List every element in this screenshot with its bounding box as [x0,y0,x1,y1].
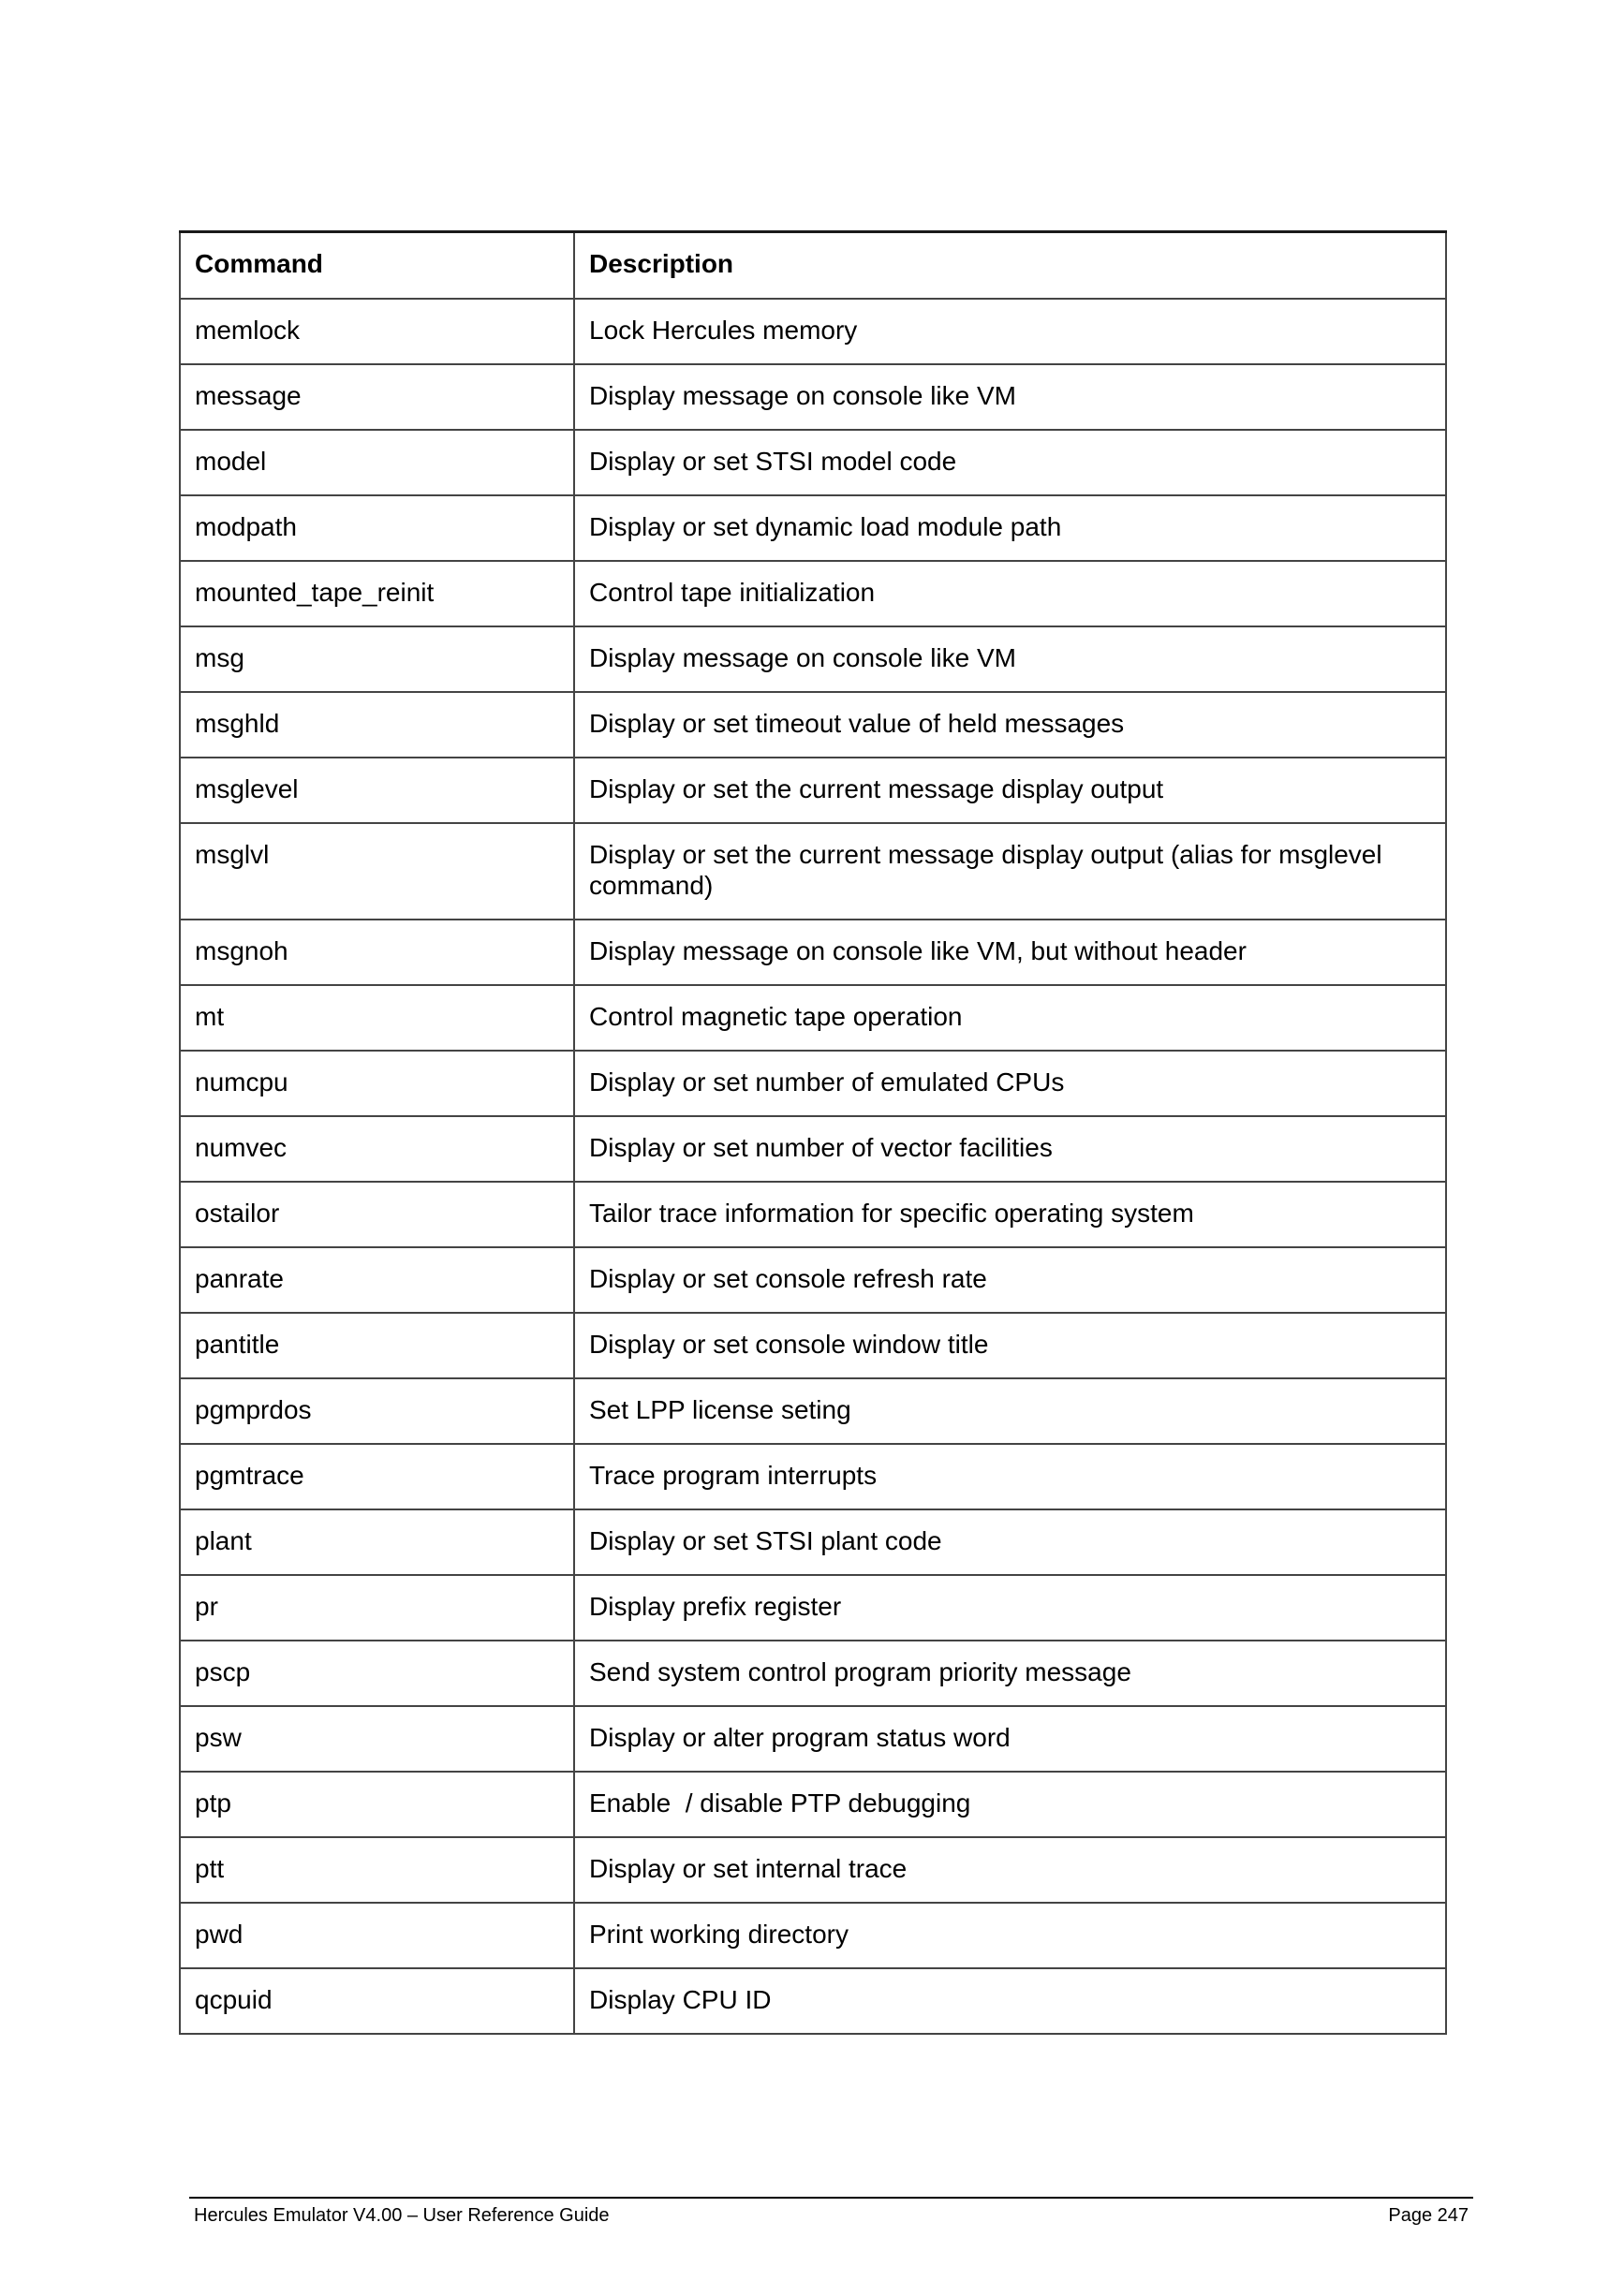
table-row [180,692,1446,758]
description-cell: Display or set STSI plant code [574,1509,1446,1575]
description-cell: Display message on console like VM [574,626,1446,692]
table-row [180,1313,1446,1378]
description-cell: Display CPU ID [574,1968,1446,2034]
command-cell: memlock [180,299,574,364]
command-table [179,230,1447,2035]
command-cell: psw [180,1706,574,1772]
table-row [180,1444,1446,1509]
description-cell: Display or set console window title [574,1313,1446,1378]
command-cell: model [180,430,574,495]
table-row [180,985,1446,1051]
command-cell: message [180,364,574,430]
description-cell: Display or set number of emulated CPUs [574,1051,1446,1116]
footer-document-title: Hercules Emulator V4.00 – User Reference Guide [194,2205,610,2226]
command-cell: ptp [180,1772,574,1837]
table-row [180,1378,1446,1444]
command-cell: numcpu [180,1051,574,1116]
table-row [180,1968,1446,2034]
description-cell: Enable / disable PTP debugging [574,1772,1446,1837]
description-cell: Display or set dynamic load module path [574,495,1446,561]
description-cell: Display prefix register [574,1575,1446,1641]
description-cell: Trace program interrupts [574,1444,1446,1509]
command-cell: msglvl [180,823,574,920]
description-cell: Set LPP license seting [574,1378,1446,1444]
command-cell: modpath [180,495,574,561]
command-cell: mt [180,985,574,1051]
description-cell: Send system control program priority message [574,1641,1446,1706]
description-cell: Display or set the current message display output [574,758,1446,823]
description-cell: Lock Hercules memory [574,299,1446,364]
column-header-description: Description [574,232,1446,299]
table-row [180,430,1446,495]
table-row [180,561,1446,626]
footer-divider [189,2197,1473,2199]
command-cell: pwd [180,1903,574,1968]
command-cell: pr [180,1575,574,1641]
table-row [180,920,1446,985]
table-row [180,823,1446,920]
table-row [180,1706,1446,1772]
description-cell: Display or set internal trace [574,1837,1446,1903]
table-row [180,1509,1446,1575]
command-cell: pgmtrace [180,1444,574,1509]
command-cell: qcpuid [180,1968,574,2034]
table-row [180,758,1446,823]
command-cell: plant [180,1509,574,1575]
table-header-row [180,232,1446,299]
command-cell: panrate [180,1247,574,1313]
description-cell: Print working directory [574,1903,1446,1968]
description-cell: Display message on console like VM [574,364,1446,430]
table-row [180,1116,1446,1182]
command-cell: msg [180,626,574,692]
description-cell: Control magnetic tape operation [574,985,1446,1051]
command-cell: msghld [180,692,574,758]
description-cell: Display or set the current message display output (alias for msglevel command) [574,823,1446,920]
command-cell: ostailor [180,1182,574,1247]
description-cell: Display or alter program status word [574,1706,1446,1772]
table-row [180,1051,1446,1116]
table-row [180,364,1446,430]
table-row [180,495,1446,561]
table-row [180,1182,1446,1247]
command-cell: mounted_tape_reinit [180,561,574,626]
table-row [180,626,1446,692]
description-cell: Display or set console refresh rate [574,1247,1446,1313]
table-row [180,1641,1446,1706]
command-cell: pantitle [180,1313,574,1378]
table-row [180,1575,1446,1641]
description-cell: Display or set number of vector facilities [574,1116,1446,1182]
command-cell: pgmprdos [180,1378,574,1444]
table-row [180,299,1446,364]
description-cell: Display message on console like VM, but without header [574,920,1446,985]
table-row [180,1772,1446,1837]
description-cell: Display or set STSI model code [574,430,1446,495]
command-cell: msglevel [180,758,574,823]
footer-page-number: Page 247 [1388,2205,1469,2226]
table-row [180,1903,1446,1968]
command-cell: ptt [180,1837,574,1903]
column-header-command: Command [180,232,574,299]
command-cell: msgnoh [180,920,574,985]
table-body [180,299,1446,2034]
table-row [180,1837,1446,1903]
description-cell: Tailor trace information for specific operating system [574,1182,1446,1247]
description-cell: Control tape initialization [574,561,1446,626]
table-row [180,1247,1446,1313]
command-cell: pscp [180,1641,574,1706]
description-cell: Display or set timeout value of held messages [574,692,1446,758]
command-cell: numvec [180,1116,574,1182]
